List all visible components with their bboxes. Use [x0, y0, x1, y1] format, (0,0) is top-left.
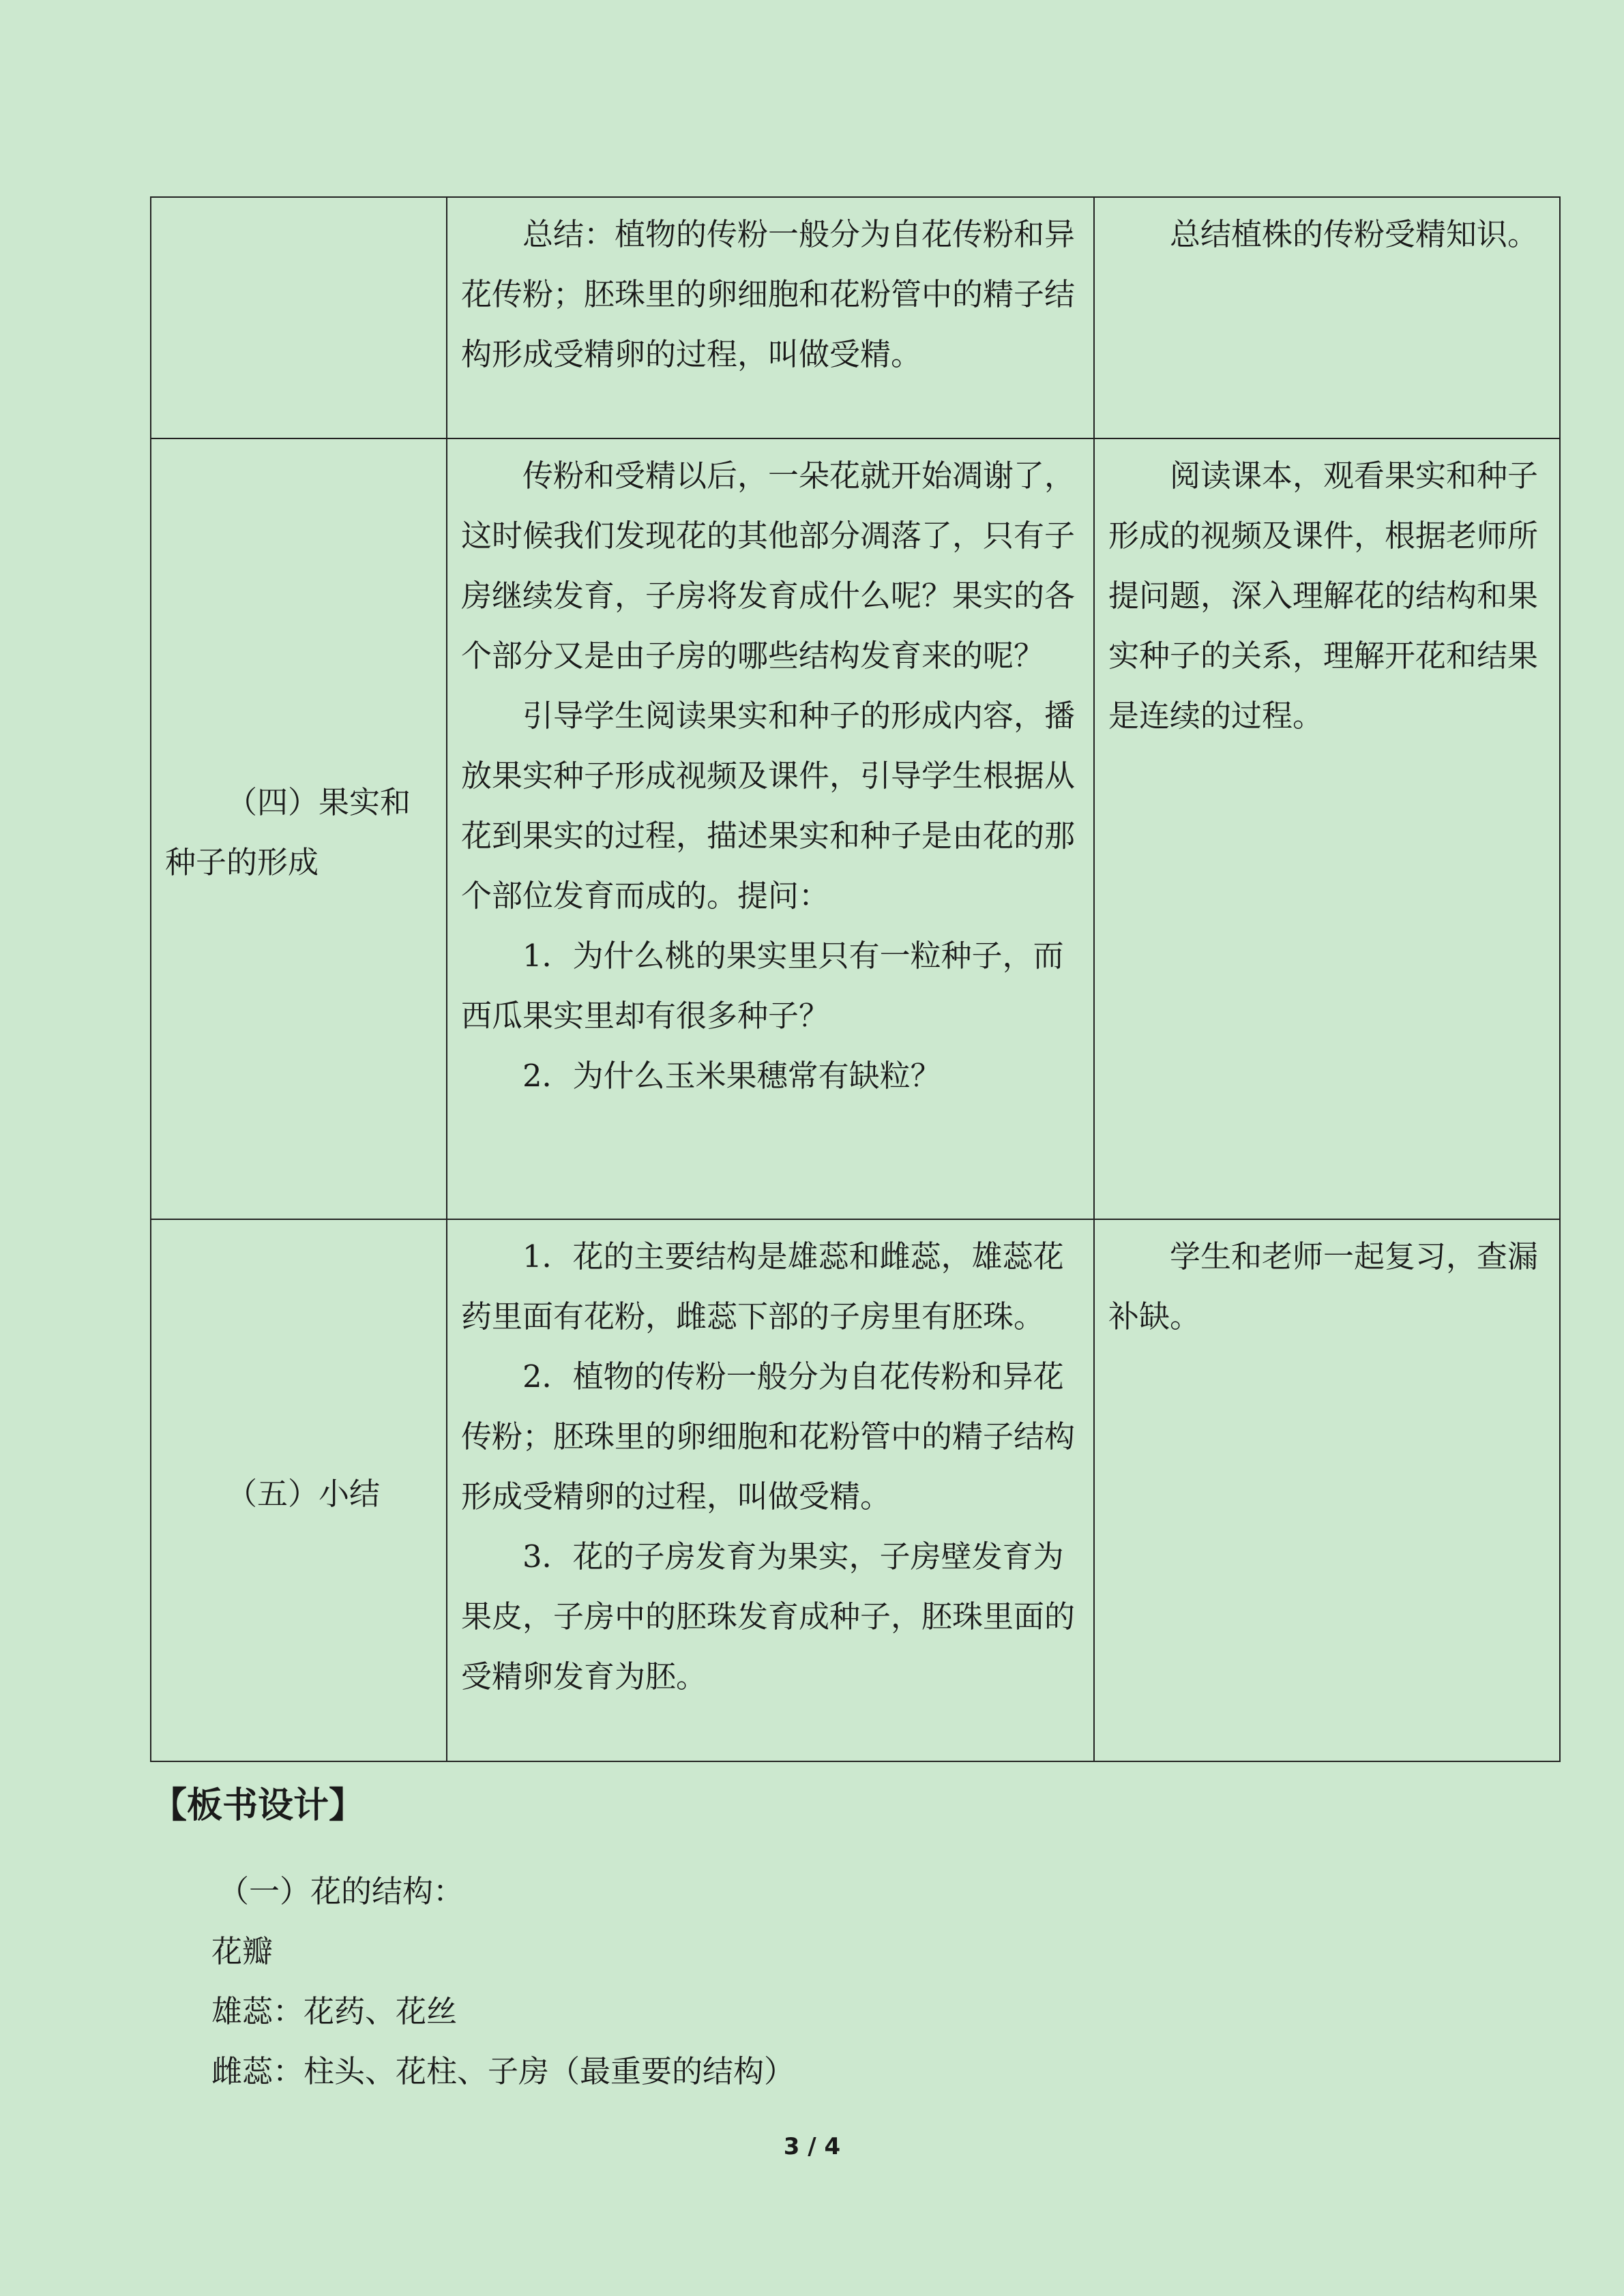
page-number: 3 / 4 — [783, 2133, 841, 2160]
student-activity-cell — [1094, 1219, 1560, 1761]
teacher-activity-cell — [447, 1219, 1094, 1761]
paragraph: 阅读课本，观看果实和种子形成的视频及课件，根据老师所提问题，深入理解花的结构和果实种子的关系，理解开花和结果是连续的过程。 — [1108, 458, 1539, 734]
stage-cell — [151, 197, 447, 438]
table-row — [151, 1219, 1560, 1761]
paragraph: 1．花的主要结构是雄蕊和雌蕊，雄蕊花药里面有花粉，雌蕊下部的子房里有胚珠。 — [461, 1238, 1064, 1335]
list-item: 雌蕊：柱头、花柱、子房（最重要的结构） — [211, 2053, 795, 2089]
stage-cell — [151, 1219, 447, 1761]
table-row — [151, 197, 1560, 438]
board-design-heading: 【板书设计】 — [151, 1785, 365, 1826]
stage-label: （四）果实和种子的形成 — [165, 784, 411, 880]
paragraph: 2．植物的传粉一般分为自花传粉和异花传粉；胚珠里的卵细胞和花粉管中的精子结构形成受精卵的过程，叫做受精。 — [461, 1358, 1076, 1515]
student-activity-cell — [1094, 197, 1560, 438]
student-activity-cell — [1094, 438, 1560, 1219]
board-design-list — [211, 1862, 795, 2102]
teacher-activity-cell — [447, 438, 1094, 1219]
paragraph: 2．为什么玉米果穗常有缺粒？ — [522, 1058, 941, 1094]
paragraph: 总结：植物的传粉一般分为自花传粉和异花传粉；胚珠里的卵细胞和花粉管中的精子结构形成受精卵的过程，叫做受精。 — [461, 216, 1076, 372]
paragraph: 3．花的子房发育为果实，子房壁发育为果皮，子房中的胚珠发育成种子，胚珠里面的受精卵发育为胚。 — [461, 1538, 1076, 1695]
list-item: 雄蕊：花药、花丝 — [211, 1993, 458, 2029]
table-row — [151, 438, 1560, 1219]
stage-cell — [151, 438, 447, 1219]
paragraph: 1．为什么桃的果实里只有一粒种子，而西瓜果实里却有很多种子？ — [461, 938, 1064, 1034]
paragraph: 传粉和受精以后，一朵花就开始凋谢了，这时候我们发现花的其他部分凋落了，只有子房继续发育，子房将发育成什么呢？果实的各个部分又是由子房的哪些结构发育来的呢？ — [461, 458, 1076, 674]
stage-label: （五）小结 — [226, 1475, 381, 1512]
paragraph: 学生和老师一起复习，查漏补缺。 — [1108, 1238, 1539, 1335]
lesson-table — [150, 196, 1561, 1762]
paragraph: 引导学生阅读果实和种子的形成内容，播放果实种子形成视频及课件，引导学生根据从花到果实的过程，描述果实和种子是由花的那个部位发育而成的。提问： — [461, 698, 1076, 914]
list-item: 花瓣 — [211, 1933, 274, 1969]
teacher-activity-cell — [447, 197, 1094, 438]
paragraph: 总结植株的传粉受精知识。 — [1170, 216, 1539, 252]
list-item: （一）花的结构： — [218, 1873, 464, 1909]
